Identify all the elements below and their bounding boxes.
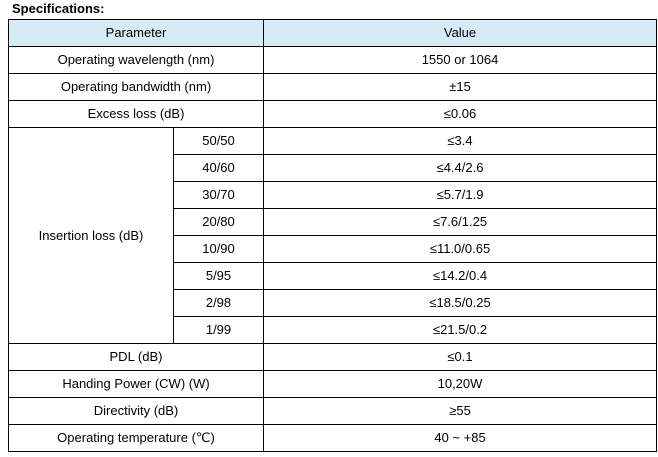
column-header-parameter: Parameter	[9, 20, 264, 47]
parameter-cell: Operating temperature (℃)	[9, 425, 264, 452]
value-cell: 10,20W	[264, 371, 657, 398]
table-row	[9, 344, 657, 371]
value-cell: ≤5.7/1.9	[264, 182, 657, 209]
value-cell: ≤11.0/0.65	[264, 236, 657, 263]
ratio-cell: 20/80	[174, 209, 264, 236]
parameter-cell: Directivity (dB)	[9, 398, 264, 425]
value-cell: ≤4.4/2.6	[264, 155, 657, 182]
value-cell: ≤21.5/0.2	[264, 317, 657, 344]
table-row	[9, 101, 657, 128]
table-row	[9, 398, 657, 425]
value-cell: ≥55	[264, 398, 657, 425]
value-cell: ±15	[264, 74, 657, 101]
ratio-cell: 5/95	[174, 263, 264, 290]
value-cell: ≤0.1	[264, 344, 657, 371]
parameter-cell: Operating bandwidth (nm)	[9, 74, 264, 101]
table-header-row	[9, 20, 657, 47]
table-row	[9, 74, 657, 101]
value-cell: ≤14.2/0.4	[264, 263, 657, 290]
column-header-value: Value	[264, 20, 657, 47]
value-cell: ≤7.6/1.25	[264, 209, 657, 236]
ratio-cell: 1/99	[174, 317, 264, 344]
specifications-table	[8, 19, 657, 452]
value-cell: ≤3.4	[264, 128, 657, 155]
table-row	[9, 128, 657, 155]
table-row	[9, 425, 657, 452]
parameter-cell: Handing Power (CW) (W)	[9, 371, 264, 398]
table-row	[9, 47, 657, 74]
ratio-cell: 50/50	[174, 128, 264, 155]
parameter-cell: PDL (dB)	[9, 344, 264, 371]
section-heading: Specifications:	[12, 1, 105, 16]
value-cell: 1550 or 1064	[264, 47, 657, 74]
insertion-loss-label: Insertion loss (dB)	[9, 128, 174, 344]
ratio-cell: 2/98	[174, 290, 264, 317]
ratio-cell: 30/70	[174, 182, 264, 209]
parameter-cell: Operating wavelength (nm)	[9, 47, 264, 74]
value-cell: ≤0.06	[264, 101, 657, 128]
value-cell: ≤18.5/0.25	[264, 290, 657, 317]
table-row	[9, 371, 657, 398]
ratio-cell: 40/60	[174, 155, 264, 182]
ratio-cell: 10/90	[174, 236, 264, 263]
value-cell: 40 ~ +85	[264, 425, 657, 452]
parameter-cell: Excess loss (dB)	[9, 101, 264, 128]
